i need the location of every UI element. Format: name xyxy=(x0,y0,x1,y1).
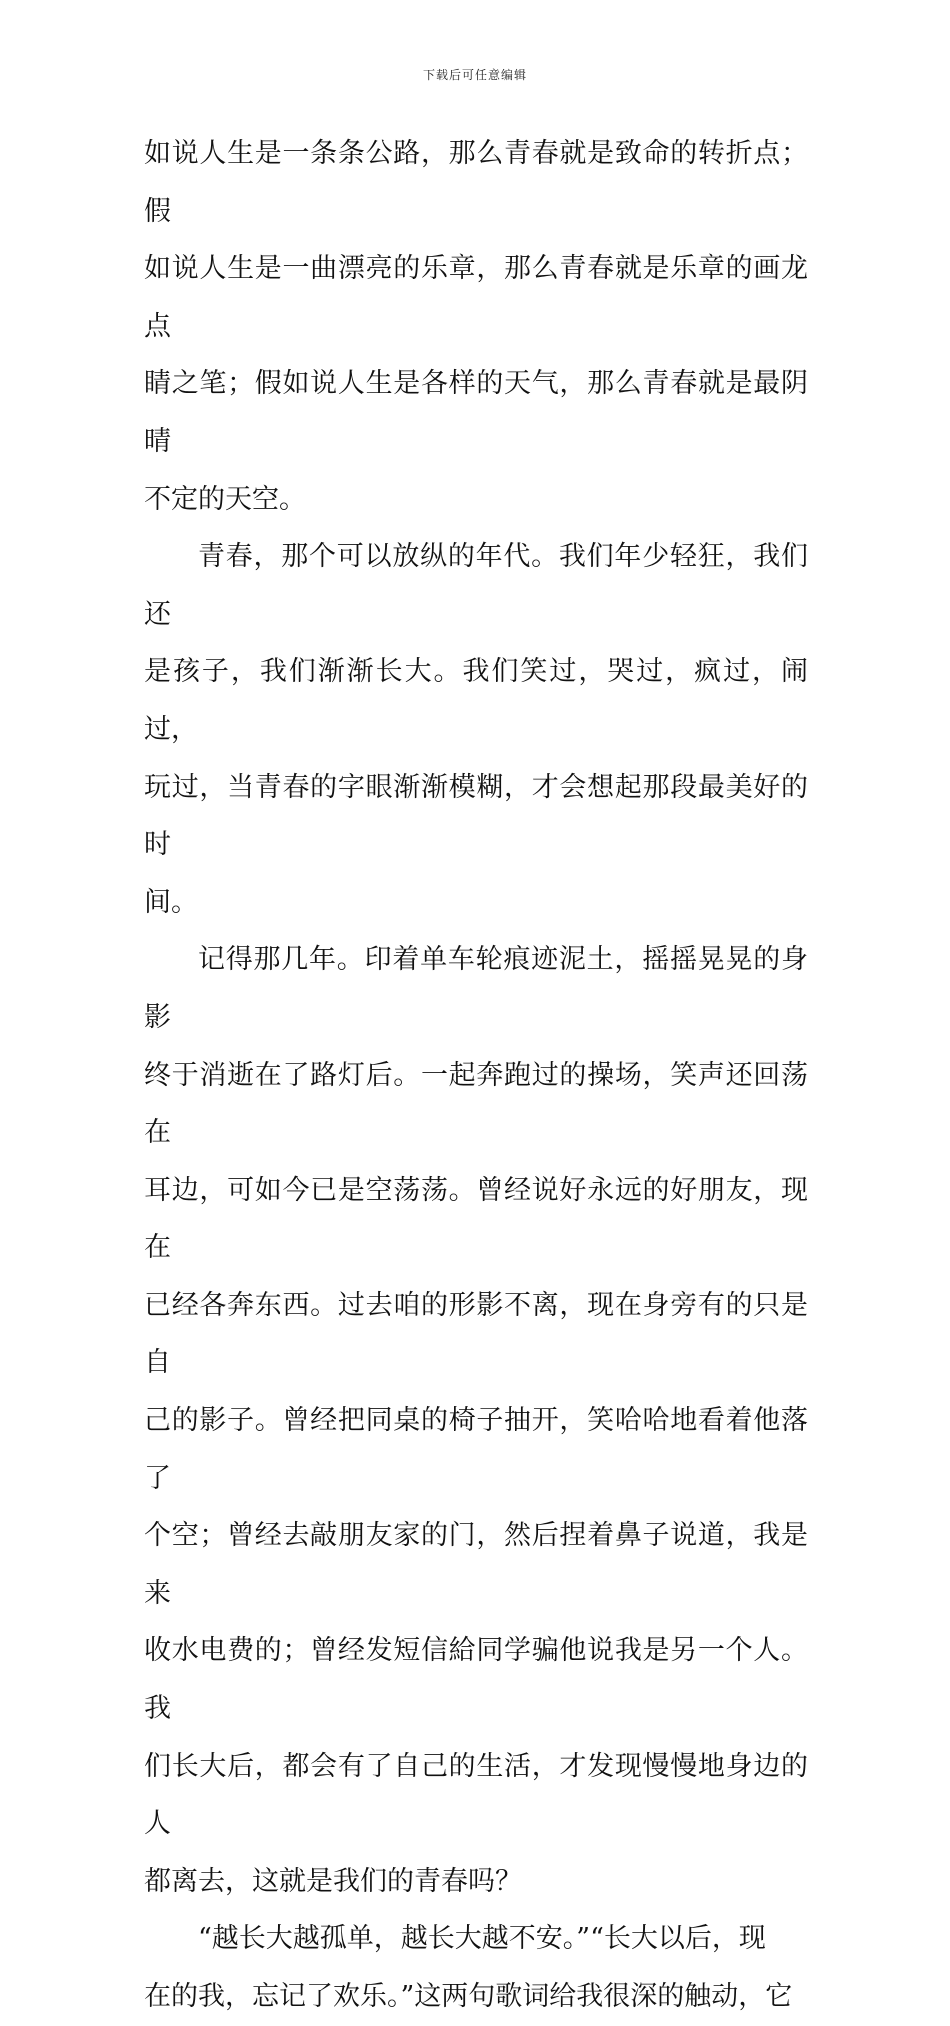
paragraph-line: 终于消逝在了路灯后。一起奔跑过的操场，笑声还回荡在 xyxy=(144,1059,808,1149)
paragraph-line: 个空；曾经去敲朋友家的门，然后捏着鼻子说道，我是来 xyxy=(144,1520,808,1609)
page-header: 下载后可任意编辑 xyxy=(422,68,527,82)
paragraph-1 xyxy=(144,125,808,528)
paragraph-line: 耳边，可如今已是空荡荡。曾经说好永远的好朋友，现在 xyxy=(144,1174,808,1264)
paragraph-3 xyxy=(144,931,808,1910)
paragraph-4 xyxy=(144,1910,808,2025)
paragraph-line: 是孩子，我们渐渐长大。我们笑过，哭过，疯过，闹过， xyxy=(144,656,808,745)
paragraph-line: 己的影子。曾经把同桌的椅子抽开，笑哈哈地看着他落了 xyxy=(144,1405,808,1494)
paragraph-line: 收水电费的；曾经发短信給同学骗他说我是另一个人。我 xyxy=(144,1635,808,1725)
paragraph-line: 青春，那个可以放纵的年代。我们年少轻狂，我们还 xyxy=(144,541,808,630)
paragraph-line: 睛之笔；假如说人生是各样的天气，那么青春就是最阴晴 xyxy=(144,368,808,457)
document-body xyxy=(144,125,808,2026)
paragraph-line: 都离去，这就是我们的青春吗？ xyxy=(144,1865,522,1897)
paragraph-line: 不定的天空。 xyxy=(144,483,306,515)
paragraph-line: 们长大后，都会有了自己的生活，才发现慢慢地身边的人 xyxy=(144,1750,808,1840)
paragraph-line: 在的我，忘记了欢乐。”这两句歌词给我很深的触动，它 xyxy=(144,1981,793,2012)
paragraph-line: 记得那几年。印着单车轮痕迹泥土，摇摇晃晃的身影 xyxy=(144,944,808,1033)
paragraph-line: 如说人生是一曲漂亮的乐章，那么青春就是乐章的画龙点 xyxy=(144,253,808,342)
paragraph-line: “越长大越孤单，越长大越不安。”“长大以后，现 xyxy=(198,1923,766,1955)
paragraph-line: 间。 xyxy=(144,886,198,918)
paragraph-line: 玩过，当青春的字眼渐渐模糊，才会想起那段最美好的时 xyxy=(144,771,808,861)
paragraph-line: 如说人生是一条条公路，那么青春就是致命的转折点；假 xyxy=(144,138,808,227)
paragraph-line: 已经各奔东西。过去咱的形影不离，现在身旁有的只是自 xyxy=(144,1289,808,1379)
paragraph-2 xyxy=(144,528,808,931)
